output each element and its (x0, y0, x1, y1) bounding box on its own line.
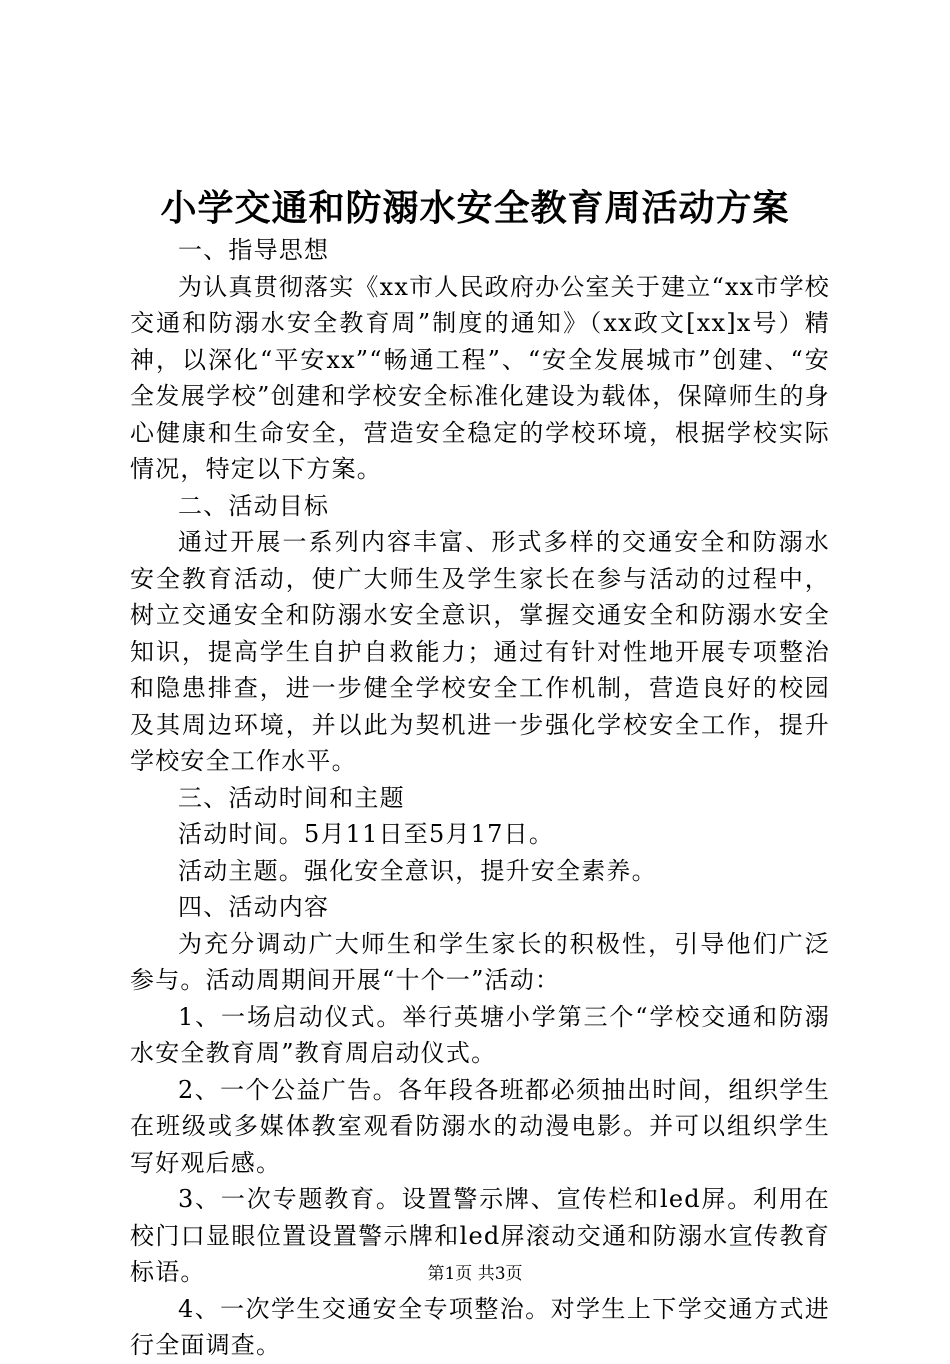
document-title: 小学交通和防溺水安全教育周活动方案 (160, 187, 790, 229)
section-heading: 三、活动时间和主题 (178, 783, 405, 812)
document-body (130, 232, 830, 1364)
section-heading: 四、活动内容 (178, 893, 330, 921)
paragraph: 为认真贯彻落实《xx市人民政府办公室关于建立“xx市学校交通和防溺水安全教育周”制度的通知》（xx政文[xx]x号）精神，以深化“平安xx”“畅通工程”、“安全发展城市”创建、“安全发展学校”创建和学校安全标准化建设为载体，保障师生的身心健康和生命安全，营造安全稳定的学校环境，根据学校实际情况，特定以下方案。 (130, 272, 831, 483)
section-heading: 二、活动目标 (178, 491, 330, 520)
list-item: 2、一个公益广告。各年段各班都必须抽出时间，组织学生在班级或多媒体教室观看防溺水的动漫电影。并可以组织学生写好观后感。 (130, 1075, 830, 1177)
list-item: 3、一次专题教育。设置警示牌、宣传栏和led屏。利用在校门口显眼位置设置警示牌和led屏滚动交通和防溺水宣传教育标语。 (130, 1185, 830, 1286)
section-heading: 一、指导思想 (178, 236, 330, 264)
list-item: 4、一次学生交通安全专项整治。对学生上下学交通方式进行全面调查。 (130, 1294, 830, 1359)
paragraph: 活动时间。5月11日至5月17日。 (178, 820, 555, 848)
paragraph: 为充分调动广大师生和学生家长的积极性，引导他们广泛参与。活动周期间开展“十个一”活动： (130, 929, 830, 994)
page-footer: 第1页 共3页 (427, 1264, 523, 1284)
paragraph: 通过开展一系列内容丰富、形式多样的交通安全和防溺水安全教育活动，使广大师生及学生家长在参与活动的过程中，树立交通安全和防溺水安全意识，掌握交通安全和防溺水安全知识，提高学生自护自救能力；通过有针对性地开展专项整治和隐患排查，进一步健全学校安全工作机制，营造良好的校园及其周边环境，并以此为契机进一步强化学校安全工作，提升学校安全工作水平。 (130, 528, 830, 775)
paragraph: 活动主题。强化安全意识，提升安全素养。 (178, 856, 657, 885)
list-item: 1、一场启动仪式。举行英塘小学第三个“学校交通和防溺水安全教育周”教育周启动仪式。 (130, 1002, 830, 1067)
